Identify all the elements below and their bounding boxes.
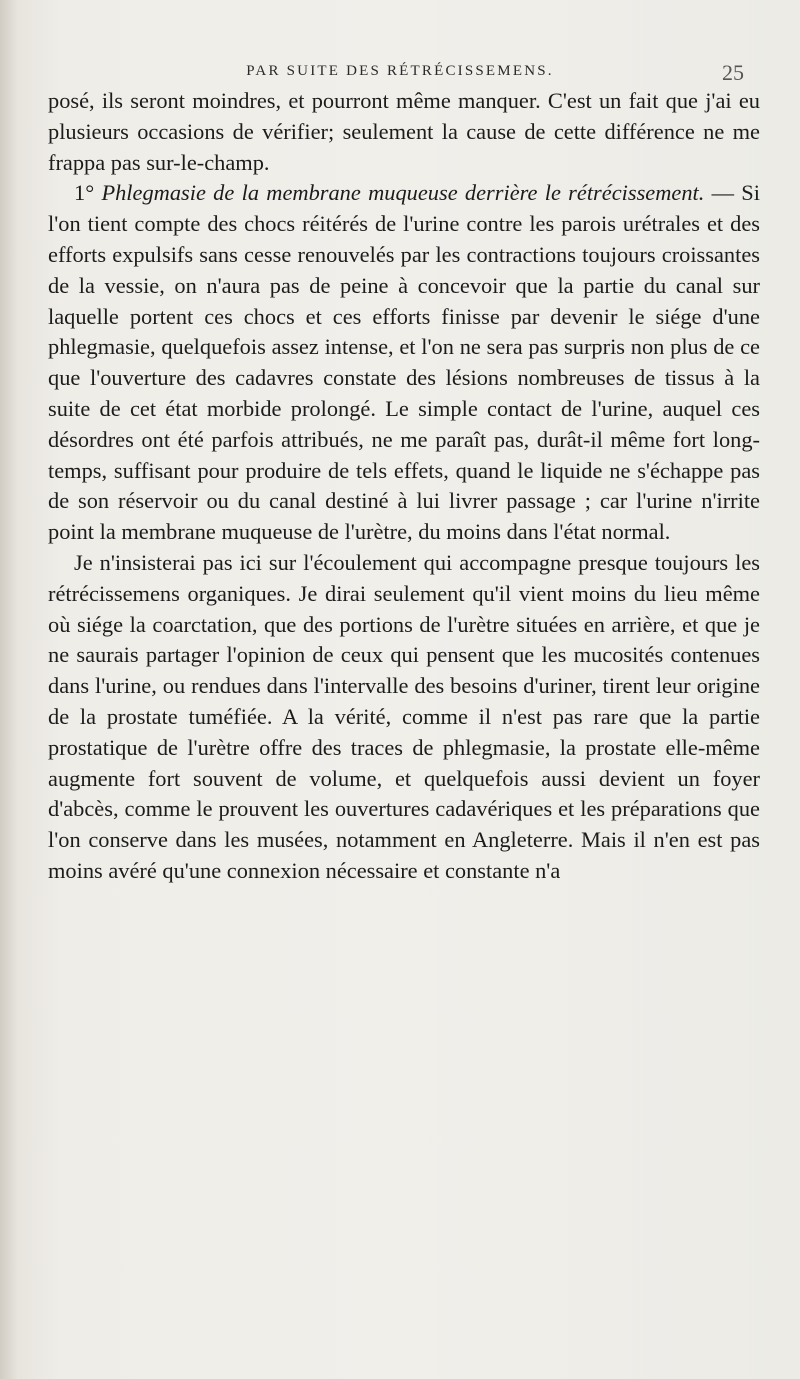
page-header [0, 60, 800, 86]
running-head: PAR SUITE DES RÉTRÉCISSEMENS. [246, 63, 554, 79]
section-body: — Si l'on tient compte des chocs réitérés de l'urine contre les parois urétrales et des efforts expulsifs sans cesse renouvelés par les contractions toujours croissantes de la vessie, on n'aura pas de peine à concevoir que la partie du canal sur laquelle portent ces chocs et ces efforts finisse par devenir le siége d'une phlegmasie, quelquefois assez intense, et l'on ne sera pas surpris non plus de ce que l'ouverture des cadavres constate des lésions nombreuses de tissus à la suite de cet état morbide prolongé. Le simple contact de l'urine, auquel ces désordres ont été parfois attribués, ne me paraît pas, durât-il même fort long-temps, suffisant pour produire de tels effets, quand le liquide ne s'échappe pas de son réservoir ou du canal destiné à lui livrer passage ; car l'urine n'irrite point la membrane muqueuse de l'urètre, du moins dans l'état normal. [48, 180, 760, 545]
paragraph-continuation: posé, ils seront moindres, et pourront même manquer. C'est un fait que j'ai eu plusieurs occasions de vérifier; seulement la cause de cette différence ne me frappa pas sur-le-champ. [48, 88, 760, 175]
section-number: 1° [74, 180, 95, 206]
paragraph-phlegmasie [48, 178, 760, 548]
page-number: 25 [722, 60, 744, 85]
paragraph-ecoulement: Je n'insisterai pas ici sur l'écoulement qui accompagne presque toujours les rétrécissemens organiques. Je dirai seulement qu'il vient moins du lieu même où siége la coarctation, que des portions de l'urètre situées en arrière, et que je ne saurais partager l'opinion de ceux qui pensent que les mucosités contenues dans l'urine, ou rendues dans l'intervalle des besoins d'uriner, tirent leur origine de la prostate tuméfiée. A la vérité, comme il n'est pas rare que la partie prostatique de l'urètre offre des traces de phlegmasie, la prostate elle-même augmente fort souvent de volume, et quelquefois aussi devient un foyer d'abcès, comme le prouvent les ouvertures cadavériques et les préparations que l'on conserve dans les musées, notamment en Angleterre. Mais il n'en est pas moins avéré qu'une connexion nécessaire et constante n'a [48, 549, 760, 883]
section-heading: Phlegmasie de la membrane muqueuse derrière le rétrécissement. [101, 180, 705, 206]
body-text [48, 86, 760, 887]
page-edge-shadow [0, 0, 18, 1379]
